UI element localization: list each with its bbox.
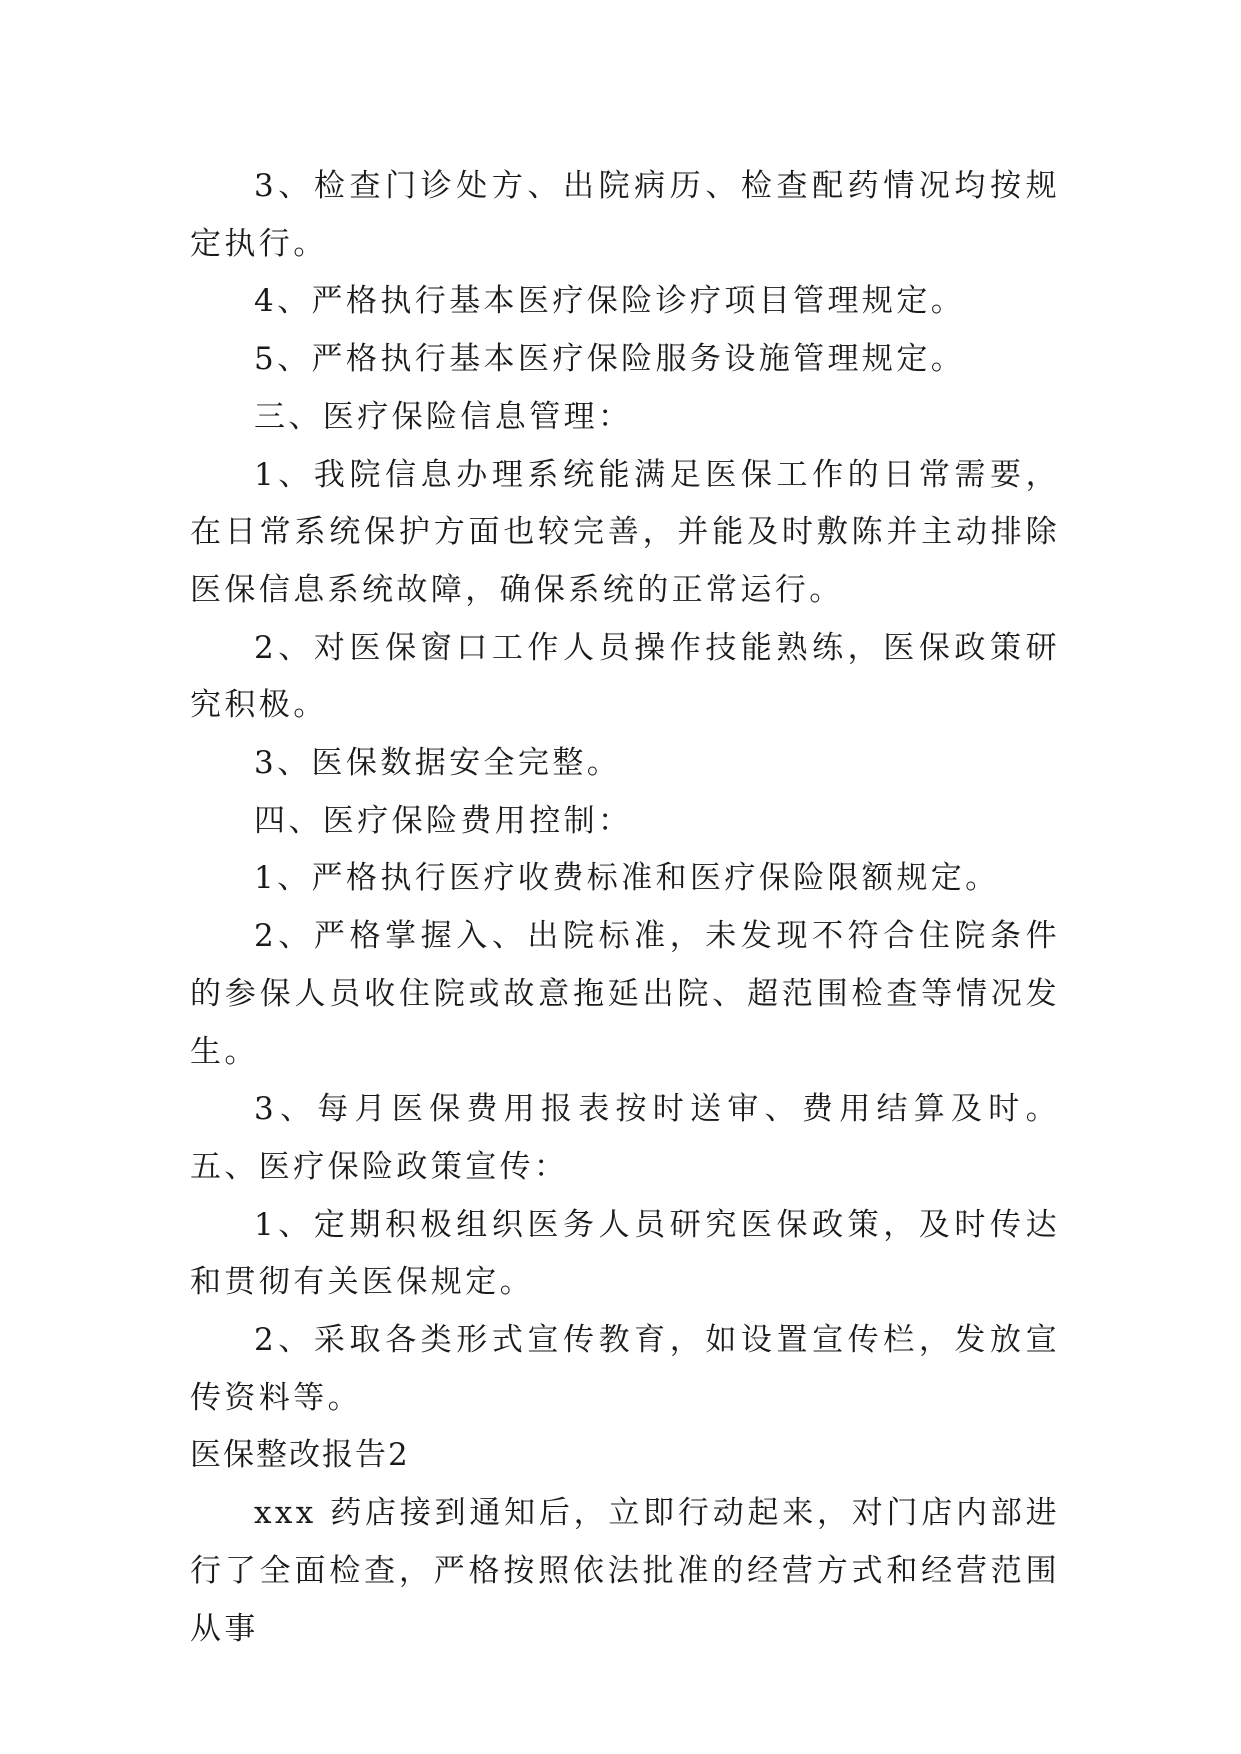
document-body [190,158,1060,1658]
paragraph-item-1-policy-study: 1、定期积极组织医务人员研究医保政策，及时传达和贯彻有关医保规定。 [190,1206,1060,1301]
section-heading-information-management: 三、医疗保险信息管理： [254,398,633,435]
paragraph-item-4-diagnosis-rules: 4、严格执行基本医疗保险诊疗项目管理规定。 [254,283,966,320]
paragraph-item-3-prescription-check: 3、检查门诊处方、出院病历、检查配药情况均按规定执行。 [190,168,1060,262]
paragraph-item-2-admission-standards: 2、严格掌握入、出院标准，未发现不符合住院条件的参保人员收住院或故意拖延出院、超范围检查等情况发生。 [190,918,1060,1070]
report-heading: 医保整改报告2 [190,1437,410,1474]
paragraph-item-1-fee-standards: 1、严格执行医疗收费标准和医疗保险限额规定。 [254,860,1000,897]
paragraph-item-5-facility-rules: 5、严格执行基本医疗保险服务设施管理规定。 [254,341,966,378]
paragraph-item-3-monthly-reports: 3、每月医保费用报表按时送审、费用结算及时。 五、医疗保险政策宣传： [190,1091,1060,1185]
paragraph-pharmacy-inspection: xxx 药店接到通知后，立即行动起来，对门店内部进行了全面检查，严格按照依法批准的经营方式和经营范围从事 [190,1495,1060,1647]
paragraph-item-2-window-staff: 2、对医保窗口工作人员操作技能熟练，医保政策研究积极。 [190,629,1060,724]
paragraph-item-3-data-security: 3、医保数据安全完整。 [254,745,622,782]
section-heading-cost-control: 四、医疗保险费用控制： [254,802,633,839]
paragraph-item-1-information-system: 1、我院信息办理系统能满足医保工作的日常需要，在日常系统保护方面也较完善，并能及时敷陈并主动排除医保信息系统故障，确保系统的正常运行。 [190,456,1060,608]
paragraph-item-2-publicity: 2、采取各类形式宣传教育，如设置宣传栏，发放宣传资料等。 [190,1322,1060,1416]
